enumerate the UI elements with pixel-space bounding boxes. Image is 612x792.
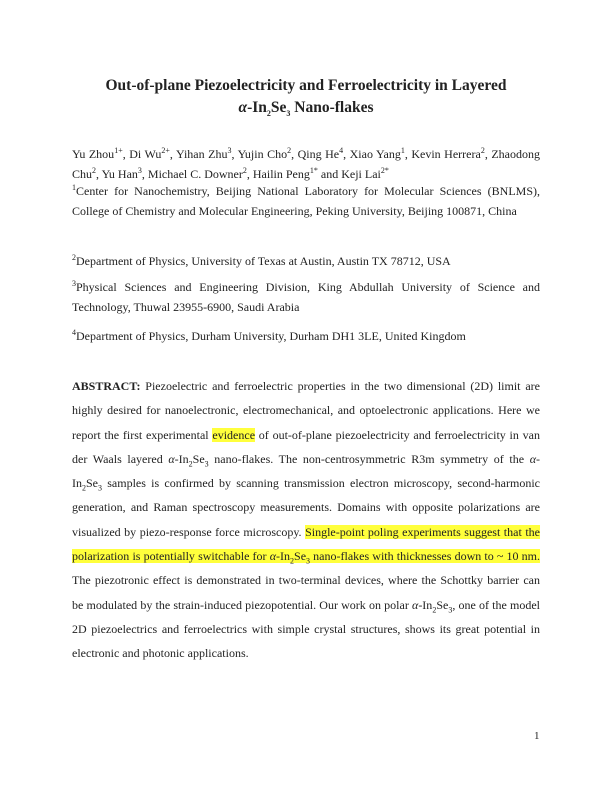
- highlight-poling: Single-point poling experiments suggest that the polarization is potentially switchable for $\alpha-In_2Se_3$ nano-flakes with thicknesses down to ~ 10 nm.: [72, 524, 540, 566]
- author-affiliation-mark: 3: [227, 146, 232, 155]
- affiliation-3: $^3$Physical Sciences and Engineering Division, King Abdullah University of Science and Technology, Thuwal 23955-6900, Saudi Arabia: [72, 279, 540, 314]
- author-name: Kevin Herrera: [411, 147, 481, 161]
- abstract-label: ABSTRACT:: [72, 379, 141, 393]
- author-name: Di Wu: [129, 147, 162, 161]
- affiliation-2: $^2$Department of Physics, University of Texas at Austin, Austin TX 78712, USA: [72, 253, 451, 268]
- author-name: Yujin Cho: [237, 147, 288, 161]
- abstract: ABSTRACT: Piezoelectric and ferroelectric properties in the two dimensional (2D) limit are highly desired for nanoelectronic, electromechanical, and optoelectronic applications. Here we report the first experimental evidence of out-of-plane piezoelectricity and ferroelectricity in van der Waals layered $\alpha-In_2Se_3$ nano-flakes. The non-centrosymmetric R3m symmetry of the $\alpha-In_2Se_3$ samples is confirmed by scanning transmission electron microscopy, second-harmonic generation, and Raman spectroscopy measurements. Domains with opposite polarizations are visualized by piezo-response force microscopy. Single-point poling experiments suggest that the polarization is potentially switchable for $\alpha-In_2Se_3$ nano-flakes with thicknesses down to ~ 10 nm. The piezotronic effect is demonstrated in two-terminal devices, where the Schottky barrier can be modulated by the strain-induced piezopotential. Our work on polar $\alpha-In_2Se_3$, one of the model 2D piezoelectrics and ferroelectrics with simple crystal structures, shows its great potential in electronic and photonic applications.: [72, 379, 540, 661]
- author-name: Zhaodong Chu: [72, 147, 540, 181]
- author-name: Yu Han: [101, 167, 138, 181]
- author-name: Yu Zhou: [72, 147, 115, 161]
- affiliation-1: $^1$Center for Nanochemistry, Beijing National Laboratory for Molecular Sciences (BNLMS), College of Chemistry and Molecular Engineering, Peking University, Beijing 100871, China: [72, 183, 540, 218]
- author-affiliation-mark: 2: [242, 166, 247, 175]
- author-name: Michael C. Downer: [147, 167, 243, 181]
- author-name: Keji Lai: [341, 167, 381, 181]
- title-line-2: $\alpha-In_2Se_3$ Nano-flakes: [238, 99, 374, 119]
- author-affiliation-mark: 2*: [380, 166, 389, 175]
- author-affiliation-mark: 4: [339, 146, 344, 155]
- author-list: Yu Zhou$^{1+}$, Di $Wu^{2+}$, Yihan Zhu$^3$, Yujin Cho$^2$, Qing He$^4$, Xiao Yang$^1$, Kevin Herrera$^2$, Zhaodong Chu$^2$, Yu Han$^3$, Michael C. Downer$^2$, Hailin Peng$^{1*}$ and Keji Lai$^{2*}$: [72, 146, 540, 181]
- author-name: Hailin Peng: [252, 167, 310, 181]
- page-number: 1: [534, 730, 540, 742]
- author-affiliation-mark: 2: [92, 166, 97, 175]
- author-name: Yihan Zhu: [175, 147, 228, 161]
- author-affiliation-mark: 2: [480, 146, 485, 155]
- title-line-1: Out-of-plane Piezoelectricity and Ferroelectricity in Layered: [105, 77, 507, 94]
- author-affiliation-mark: 1+: [114, 146, 123, 155]
- author-affiliation-mark: 1*: [309, 166, 318, 175]
- author-name: Xiao Yang: [349, 147, 401, 161]
- author-affiliation-mark: 1: [400, 146, 405, 155]
- author-affiliation-mark: 2+: [161, 146, 170, 155]
- affiliation-4: $^4$Department of Physics, Durham University, Durham DH1 3LE, United Kingdom: [72, 328, 466, 343]
- highlight-evidence: evidence: [212, 427, 256, 442]
- author-affiliation-mark: 2: [287, 146, 292, 155]
- author-affiliation-mark: 3: [137, 166, 142, 175]
- author-name: Qing He: [297, 147, 340, 161]
- paper-title: [72, 75, 540, 119]
